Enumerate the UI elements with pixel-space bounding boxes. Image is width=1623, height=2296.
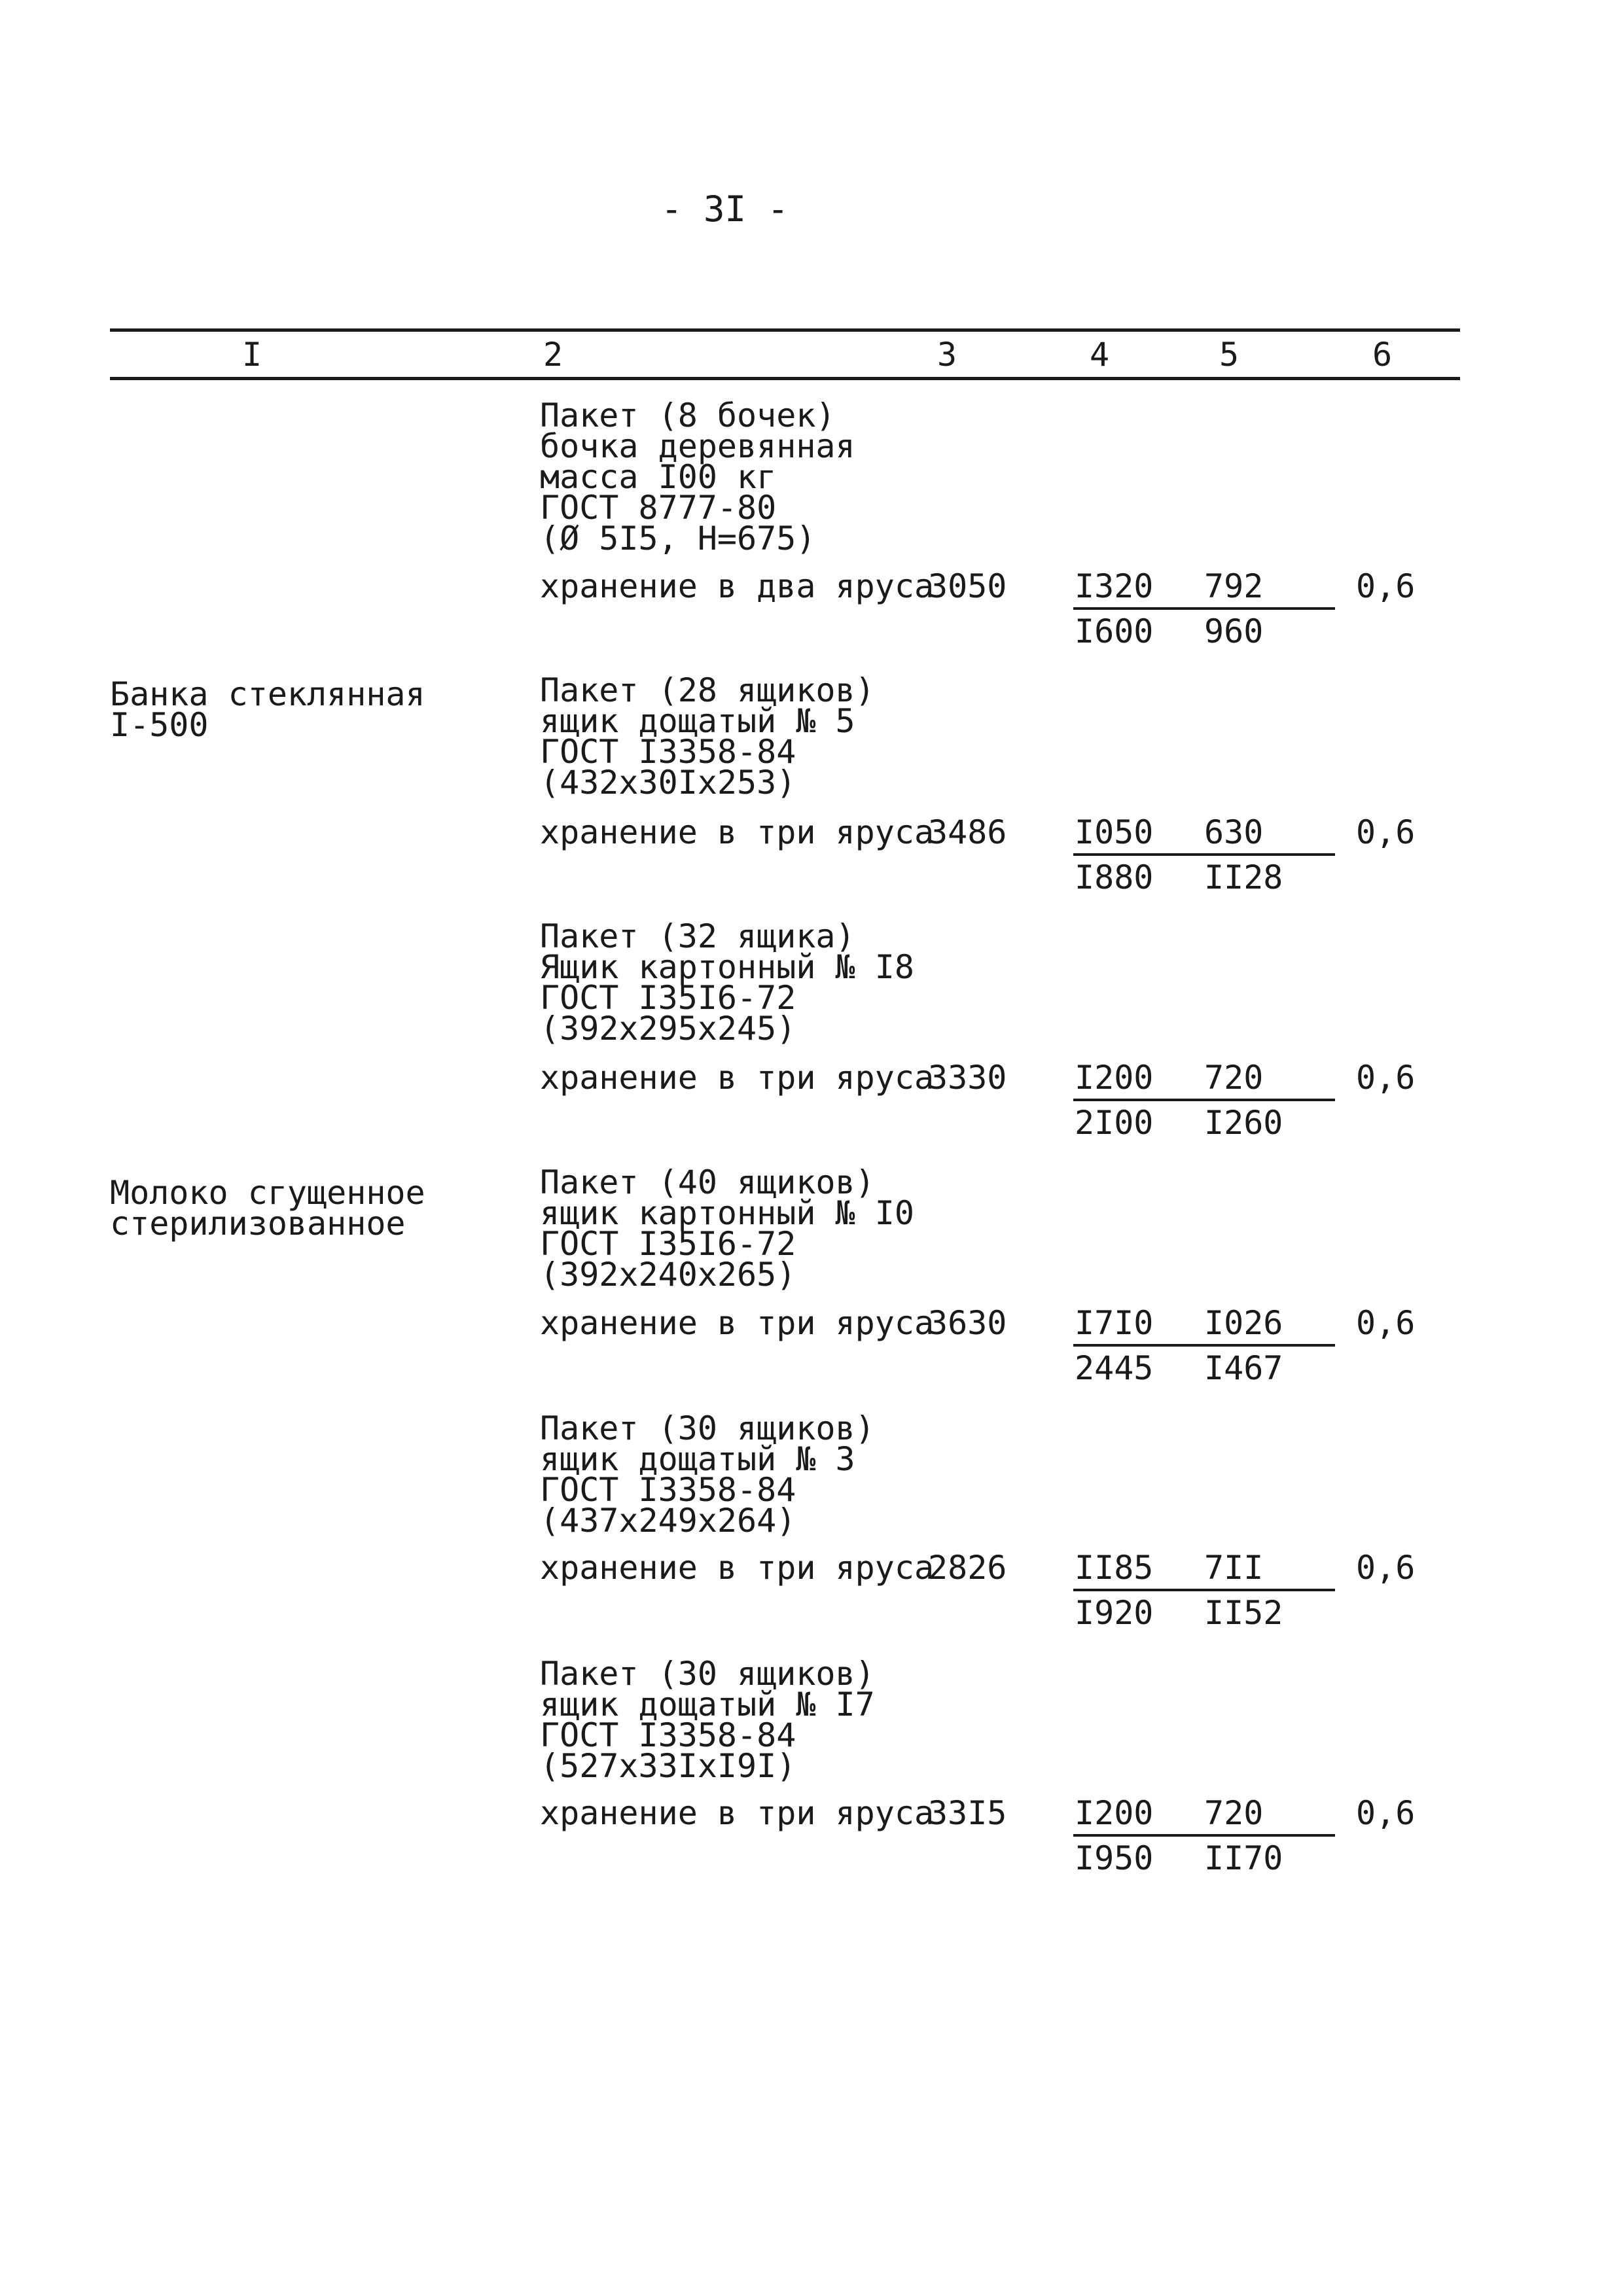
col5-numerator: 7II bbox=[1204, 1549, 1264, 1587]
col4-numerator: I050 bbox=[1075, 813, 1154, 851]
package-description bbox=[540, 397, 855, 557]
package-description bbox=[540, 1163, 914, 1294]
fraction-line bbox=[1073, 607, 1335, 610]
description-line: Пакет (32 ящика) bbox=[540, 917, 855, 955]
header-col-2: 2 bbox=[543, 336, 563, 374]
description-line: ГОСТ I35I6-72 bbox=[540, 979, 796, 1017]
col5-denominator: II70 bbox=[1204, 1839, 1283, 1877]
description-line: (392x240x265) bbox=[540, 1256, 796, 1294]
col5-denominator: I467 bbox=[1204, 1349, 1283, 1387]
description-line: бочка деревянная bbox=[540, 427, 855, 465]
product-label-milk bbox=[110, 1174, 425, 1243]
col4-denominator: I600 bbox=[1075, 612, 1154, 650]
col6-value: 0,6 bbox=[1356, 813, 1416, 851]
storage-text: хранение в три яруса bbox=[540, 813, 935, 851]
description-line: (437x249x264) bbox=[540, 1502, 796, 1540]
storage-text: хранение в три яруса bbox=[540, 1549, 935, 1587]
col3-value: 3486 bbox=[928, 813, 1007, 851]
description-line: (Ø 5I5, H=675) bbox=[540, 520, 816, 557]
storage-text: хранение в три яруса bbox=[540, 1304, 935, 1342]
col6-value: 0,6 bbox=[1356, 567, 1416, 605]
col5-numerator: 720 bbox=[1204, 1794, 1264, 1832]
col4-denominator: I950 bbox=[1075, 1839, 1154, 1877]
table-header-rule bbox=[110, 377, 1460, 380]
description-line: Ящик картонный № I8 bbox=[540, 948, 914, 986]
col5-denominator: II28 bbox=[1204, 858, 1283, 896]
page-number: - 3I - bbox=[661, 188, 789, 230]
table-top-rule bbox=[110, 328, 1460, 332]
header-col-4: 4 bbox=[1090, 336, 1110, 374]
fraction-line bbox=[1073, 1589, 1335, 1591]
col3-value: 2826 bbox=[928, 1549, 1007, 1587]
col5-denominator: 960 bbox=[1204, 612, 1264, 650]
description-line: Пакет (40 ящиков) bbox=[540, 1163, 875, 1201]
col4-numerator: I200 bbox=[1075, 1794, 1154, 1832]
col5-numerator: 720 bbox=[1204, 1059, 1264, 1097]
col6-value: 0,6 bbox=[1356, 1794, 1416, 1832]
fraction-line bbox=[1073, 1344, 1335, 1347]
col3-value: 3330 bbox=[928, 1059, 1007, 1097]
description-line: (527x33IxI9I) bbox=[540, 1747, 796, 1785]
col3-value: 33I5 bbox=[928, 1794, 1007, 1832]
description-line: ГОСТ I3358-84 bbox=[540, 733, 796, 771]
product-label-line: Молоко сгущенное bbox=[110, 1174, 425, 1212]
package-description bbox=[540, 1409, 875, 1540]
header-col-3: 3 bbox=[937, 336, 957, 374]
storage-text: хранение в два яруса bbox=[540, 567, 935, 605]
col5-numerator: 630 bbox=[1204, 813, 1264, 851]
col4-numerator: I7I0 bbox=[1075, 1304, 1154, 1342]
header-col-6: 6 bbox=[1372, 336, 1393, 374]
col5-numerator: 792 bbox=[1204, 567, 1264, 605]
description-line: (392x295x245) bbox=[540, 1010, 796, 1048]
description-line: Пакет (28 ящиков) bbox=[540, 671, 875, 709]
col4-denominator: I920 bbox=[1075, 1594, 1154, 1632]
col5-numerator: I026 bbox=[1204, 1304, 1283, 1342]
product-label-jar bbox=[110, 675, 425, 744]
package-description bbox=[540, 671, 875, 802]
col4-denominator: I880 bbox=[1075, 858, 1154, 896]
storage-text: хранение в три яруса bbox=[540, 1059, 935, 1097]
fraction-line bbox=[1073, 1834, 1335, 1837]
product-label-line: стерилизованное bbox=[110, 1205, 406, 1243]
header-col-5: 5 bbox=[1219, 336, 1240, 374]
description-line: ГОСТ I3358-84 bbox=[540, 1471, 796, 1509]
description-line: Пакет (8 бочек) bbox=[540, 397, 836, 434]
description-line: ящик дощатый № 3 bbox=[540, 1440, 855, 1478]
col5-denominator: I260 bbox=[1204, 1104, 1283, 1142]
col6-value: 0,6 bbox=[1356, 1549, 1416, 1587]
description-line: Пакет (30 ящиков) bbox=[540, 1655, 875, 1693]
col4-numerator: I320 bbox=[1075, 567, 1154, 605]
package-description bbox=[540, 917, 914, 1048]
description-line: ГОСТ I3358-84 bbox=[540, 1716, 796, 1754]
description-line: (432x30Ix253) bbox=[540, 764, 796, 802]
storage-text: хранение в три яруса bbox=[540, 1794, 935, 1832]
col6-value: 0,6 bbox=[1356, 1304, 1416, 1342]
col3-value: 3050 bbox=[928, 567, 1007, 605]
col4-numerator: II85 bbox=[1075, 1549, 1154, 1587]
header-col-1: I bbox=[242, 336, 262, 374]
description-line: ящик дощатый № I7 bbox=[540, 1686, 875, 1723]
description-line: ГОСТ 8777-80 bbox=[540, 489, 777, 527]
col4-numerator: I200 bbox=[1075, 1059, 1154, 1097]
description-line: ГОСТ I35I6-72 bbox=[540, 1225, 796, 1263]
col4-denominator: 2I00 bbox=[1075, 1104, 1154, 1142]
package-description bbox=[540, 1655, 875, 1785]
fraction-line bbox=[1073, 853, 1335, 856]
product-label-line: I-500 bbox=[110, 706, 209, 744]
product-label-line: Банка стеклянная bbox=[110, 675, 425, 713]
description-line: ящик дощатый № 5 bbox=[540, 702, 855, 740]
description-line: ящик картонный № I0 bbox=[540, 1194, 914, 1232]
col3-value: 3630 bbox=[928, 1304, 1007, 1342]
col5-denominator: II52 bbox=[1204, 1594, 1283, 1632]
fraction-line bbox=[1073, 1099, 1335, 1101]
col6-value: 0,6 bbox=[1356, 1059, 1416, 1097]
description-line: Пакет (30 ящиков) bbox=[540, 1409, 875, 1447]
description-line: масса I00 кг bbox=[540, 458, 777, 496]
col4-denominator: 2445 bbox=[1075, 1349, 1154, 1387]
